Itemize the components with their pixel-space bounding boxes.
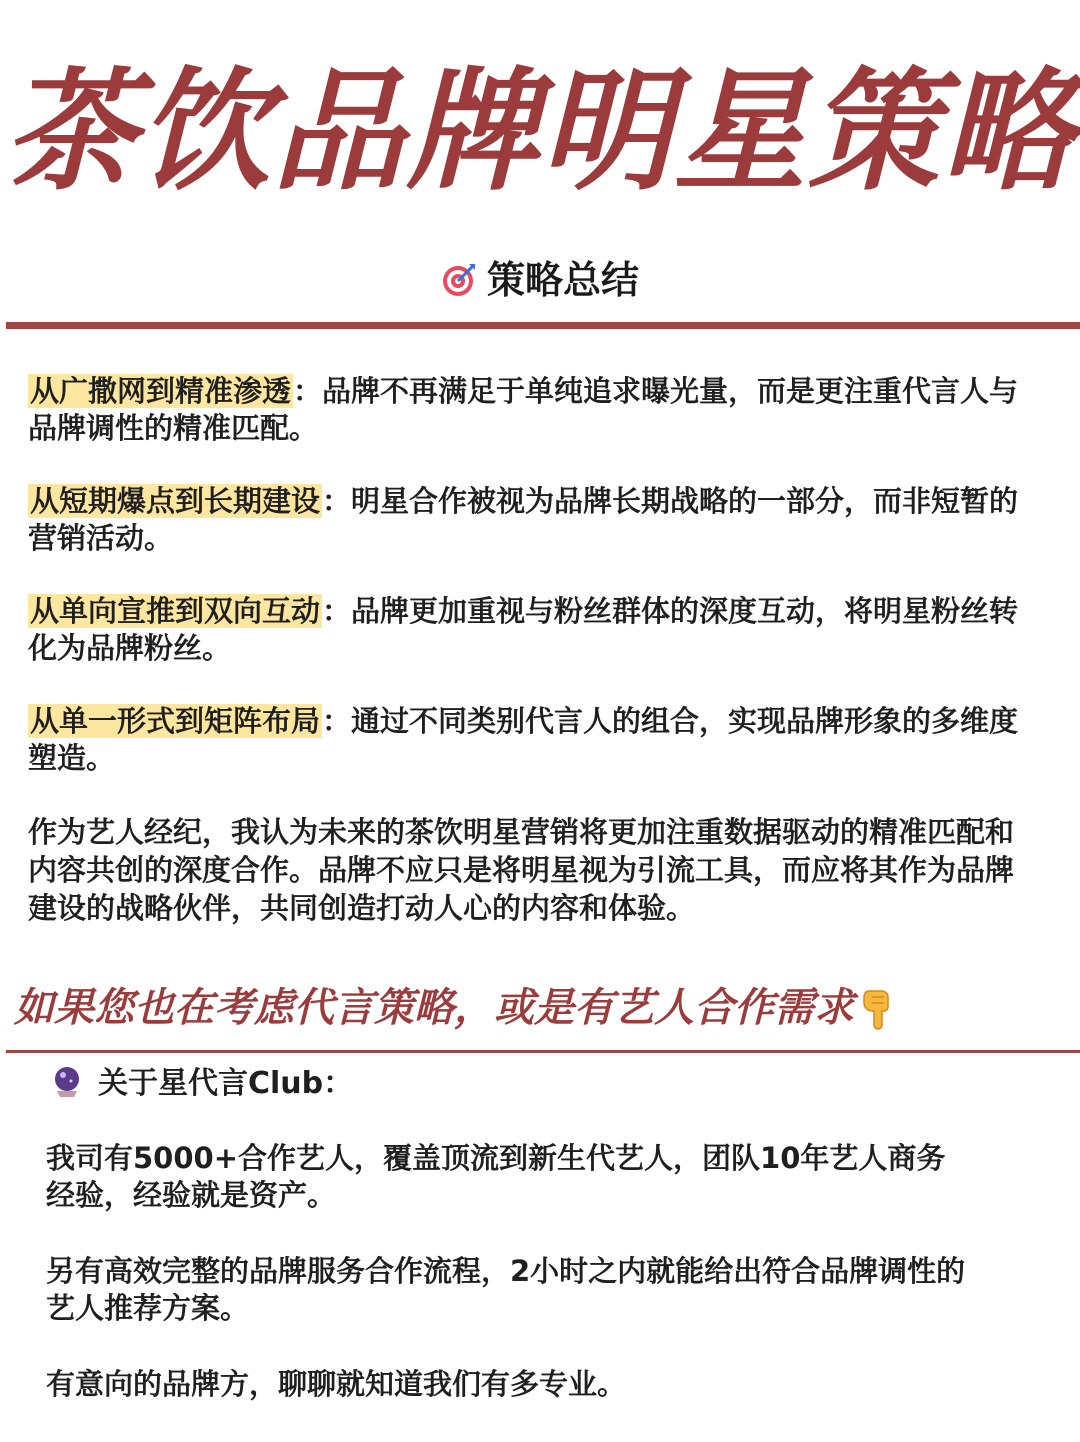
page-title: 茶饮品牌明星策略 xyxy=(4,55,1076,209)
point-text: ：品牌不再满足于单纯追求曝光量，而是更注重代言人与品牌调性的精准匹配。 xyxy=(28,374,1019,445)
target-icon xyxy=(441,262,477,298)
pointing-down-hand-icon xyxy=(858,987,898,1031)
point-text: ：品牌更加重视与粉丝群体的深度互动，将明星粉丝转化为品牌粉丝。 xyxy=(28,594,1019,665)
call-to-action xyxy=(14,980,1074,1036)
top-divider xyxy=(6,322,1080,329)
section-heading-text: 策略总结 xyxy=(486,258,639,302)
strategy-point xyxy=(28,373,1028,447)
strategy-point xyxy=(28,483,1028,557)
bottom-divider xyxy=(6,1050,1080,1053)
strategy-point xyxy=(28,703,1028,777)
club-description xyxy=(46,1140,966,1442)
opinion-paragraph: 作为艺人经纪，我认为未来的茶饮明星营销将更加注重数据驱动的精准匹配和内容共创的深度合作。品牌不应只是将明星视为引流工具，而应将其作为品牌建设的战略伙伴，共同创造打动人心的内容和体验。 xyxy=(28,815,1015,925)
point-label: 从广撒网到精准渗透 xyxy=(30,374,292,408)
point-label: 从短期爆点到长期建设 xyxy=(30,484,321,518)
club-paragraph: 我司有5000+合作艺人，覆盖顶流到新生代艺人，团队10年艺人商务经验，经验就是资产。 xyxy=(46,1141,946,1212)
point-label: 从单一形式到矩阵布局 xyxy=(30,704,321,738)
crystal-ball-icon xyxy=(50,1065,84,1099)
strategy-points xyxy=(28,373,1028,813)
point-label: 从单向宣推到双向互动 xyxy=(30,594,321,628)
club-heading xyxy=(50,1062,353,1106)
strategy-point xyxy=(28,593,1028,667)
point-text: ：明星合作被视为品牌长期战略的一部分，而非短暂的营销活动。 xyxy=(28,484,1019,555)
section-heading xyxy=(0,252,1080,308)
club-heading-text: 关于星代言Club： xyxy=(98,1066,354,1101)
club-paragraph: 另有高效完整的品牌服务合作流程，2小时之内就能给出符合品牌调性的艺人推荐方案。 xyxy=(46,1254,966,1325)
club-paragraph: 有意向的品牌方，聊聊就知道我们有多专业。 xyxy=(46,1367,627,1401)
point-text: ：通过不同类别代言人的组合，实现品牌形象的多维度塑造。 xyxy=(28,704,1019,775)
cta-text: 如果您也在考虑代言策略，或是有艺人合作需求 xyxy=(14,985,854,1031)
